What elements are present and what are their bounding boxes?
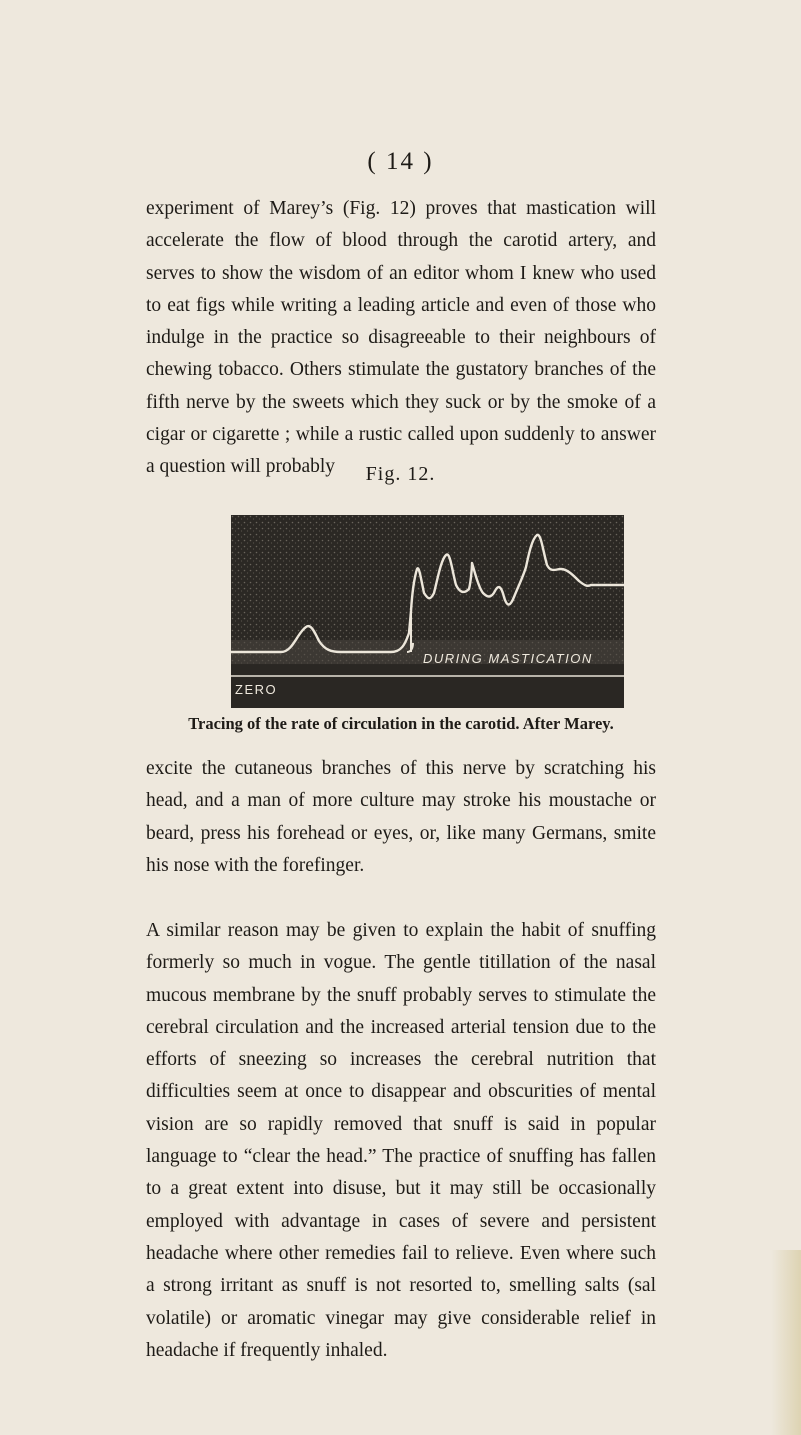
figure-tracing [231,515,624,708]
paragraph-3 [146,915,656,1367]
paragraph-1: experiment of Marey’s (Fig. 12) proves that mastication will accelerate the flow of blood through the carotid artery, and serves to show the wisdom of an editor whom I knew who used to eat figs while writing a leading article and even of those who indulge in the practice so disagreeable to their neighbours of chewing tobacco. Others stimulate the gustatory branches of the fifth nerve by the sweets which they suck or by the smoke of a cigar or cigarette ; while a rustic called upon suddenly to answer a question will probably [146,198,656,478]
label-zero: ZERO [235,682,278,697]
figure-title: Fig. 12. [365,463,436,485]
tracing-bottom-strip [231,665,624,708]
label-during-mastication: DURING MASTICATION [423,651,593,666]
figure-caption: Tracing of the rate of circulation in the carotid. After Marey. [188,714,614,733]
paragraph-3-text: A similar reason may be given to explain the habit of snuffing formerly so much in vogue. The gentle titillation of the nasal mucous membrane by the snuff probably serves to stimulate the cerebral circulation and the increased arterial tension due to the efforts of sneezing so increases the cerebral nutrition that difficulties seem at once to disappear and obscurities of mental vision are so rapidly removed that snuff is said in popular language to “clear the head.” The practice of snuffing has fallen to a great extent into disuse, but it may still be occasionally employed with advantage in cases of severe and persistent headache where other remedies fail to relieve. Even where such a strong irritant as snuff is not resorted to, smelling salts (sal volatile) or aromatic vinegar may give considerable relief in headache if frequently inhaled. [146,920,656,1361]
tracing-plate [231,515,624,708]
page-number: ( 14 ) [367,148,434,175]
page-edge-stain [771,1250,801,1435]
paragraph-2: excite the cutaneous branches of this nerve by scratching his head, and a man of more culture may stroke his moustache or beard, press his forehead or eyes, or, like many Germans, smite his nose with the forefinger. [146,758,656,876]
